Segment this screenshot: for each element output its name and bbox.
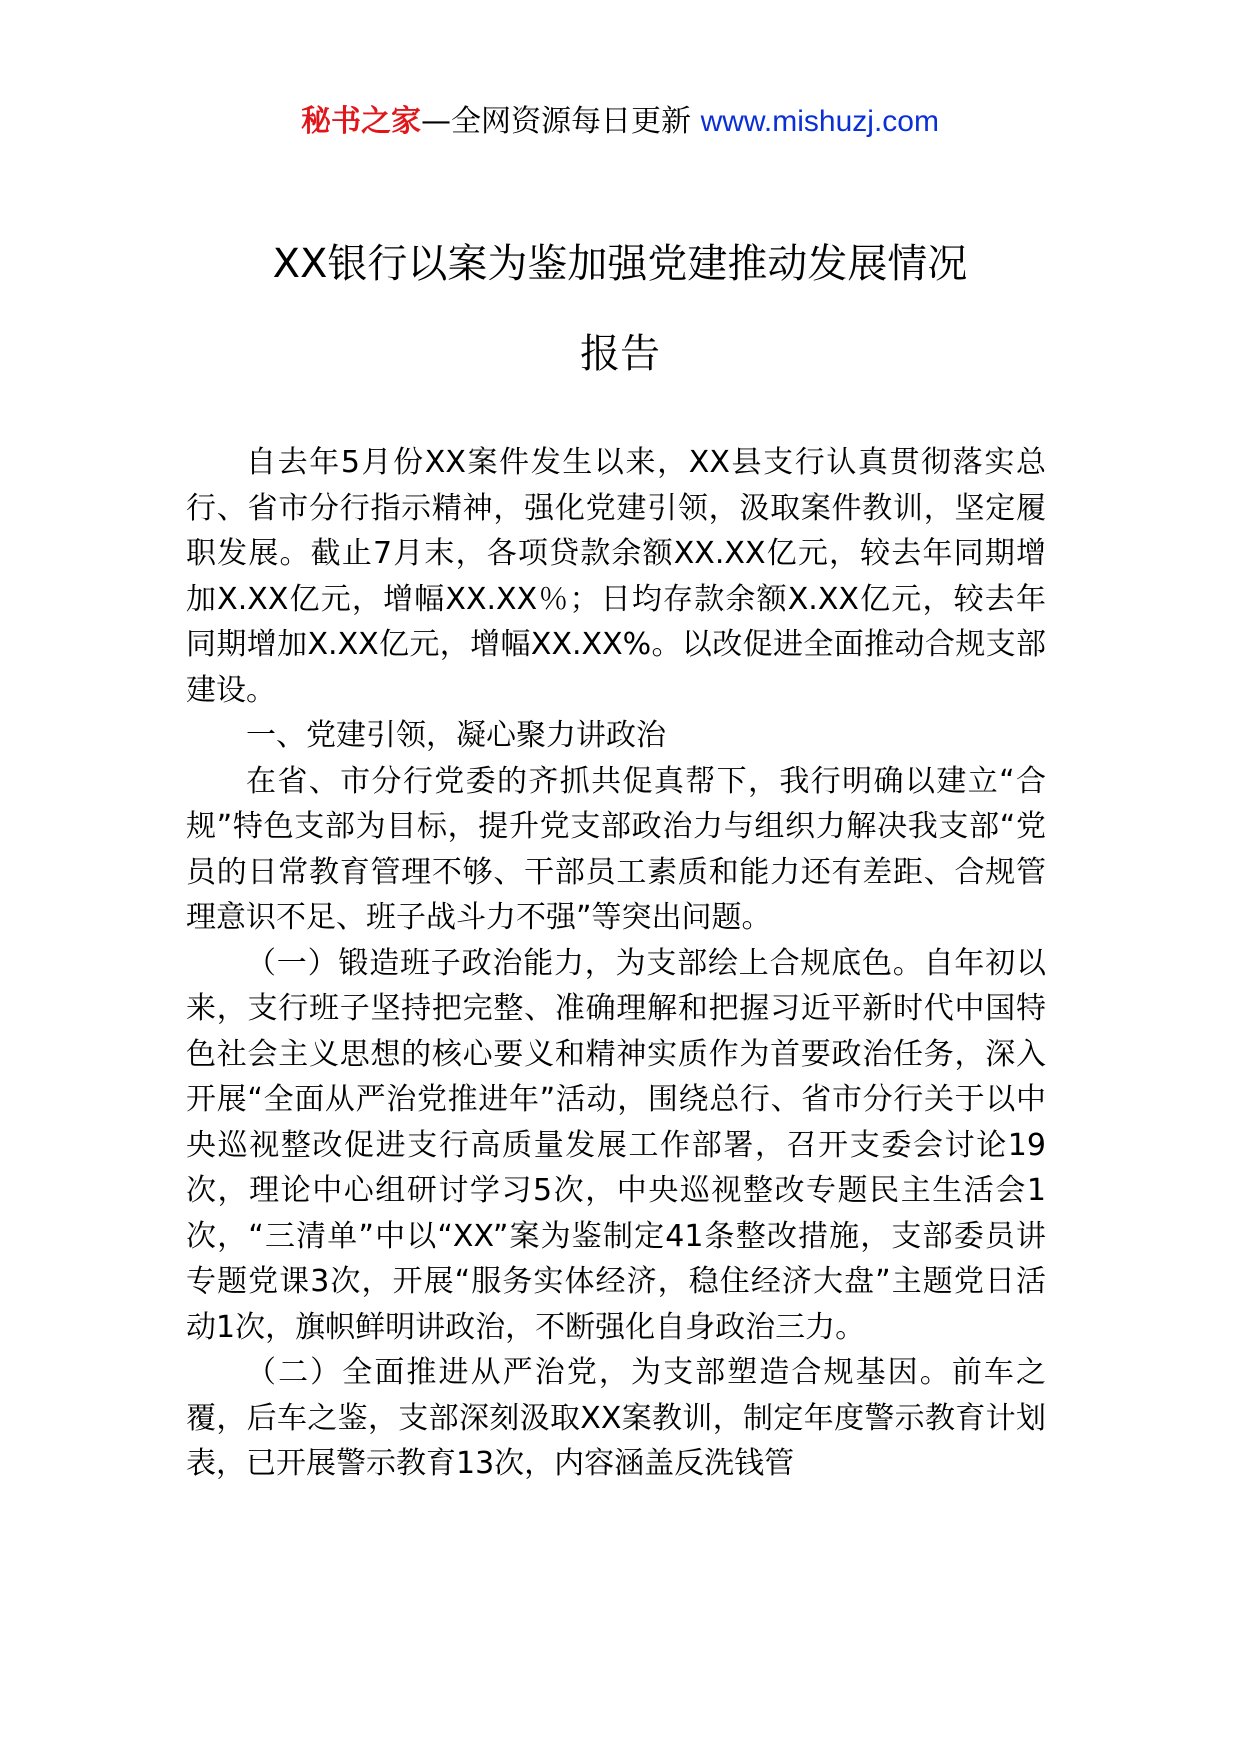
document-title-line-2: 报告 [580,331,660,377]
paragraph-intro: 自去年5月份XX案件发生以来，XX县支行认真贯彻落实总行、省市分行指示精神，强化党建引领，汲取案件教训，坚定履职发展。截止7月末，各项贷款余额XX.XX亿元，较去年同期增加X.XX亿元，增幅XX.XX％；日均存款余额X.XX亿元，较去年同期增加X.XX亿元，增幅XX.XX%。以改促进全面推动合规支部建设。 [186,445,1046,708]
section-heading-1: 一、党建引领，凝心聚力讲政治 [246,718,666,753]
document-body [186,440,1046,1487]
header-banner [0,100,1240,144]
paragraph-subsection-1: （一）锻造班子政治能力，为支部绘上合规底色。自年初以来，支行班子坚持把完整、准确理解和把握习近平新时代中国特色社会主义思想的核心要义和精神实质作为首要政治任务，深入开展“全面从严治党推进年”活动，围绕总行、省市分行关于以中央巡视整改促进支行高质量发展工作部署，召开支委会讨论19次，理论中心组研讨学习5次，中央巡视整改专题民主生活会1次，“三清单”中以“XX”案为鉴制定41条整改措施，支部委员讲专题党课3次，开展“服务实体经济，稳住经济大盘”主题党日活动1次，旗帜鲜明讲政治，不断强化自身政治三力。 [186,945,1046,1345]
paragraph-section-1: 在省、市分行党委的齐抓共促真帮下，我行明确以建立“合规”特色支部为目标，提升党支部政治力与组织力解决我支部“党员的日常教育管理不够、干部员工素质和能力还有差距、合规管理意识不足、班子战斗力不强”等突出问题。 [186,763,1046,935]
brand-name: 秘书之家 [301,104,422,139]
site-url-link[interactable]: www.mishuzj.com [700,105,939,138]
header-tagline: —全网资源每日更新 [421,104,701,139]
paragraph-subsection-2: （二）全面推进从严治党，为支部塑造合规基因。前车之覆，后车之鉴，支部深刻汲取XX案教训，制定年度警示教育计划表，已开展警示教育13次，内容涵盖反洗钱管 [186,1355,1046,1481]
document-title-line-1: XX银行以案为鉴加强党建推动发展情况 [272,241,968,287]
